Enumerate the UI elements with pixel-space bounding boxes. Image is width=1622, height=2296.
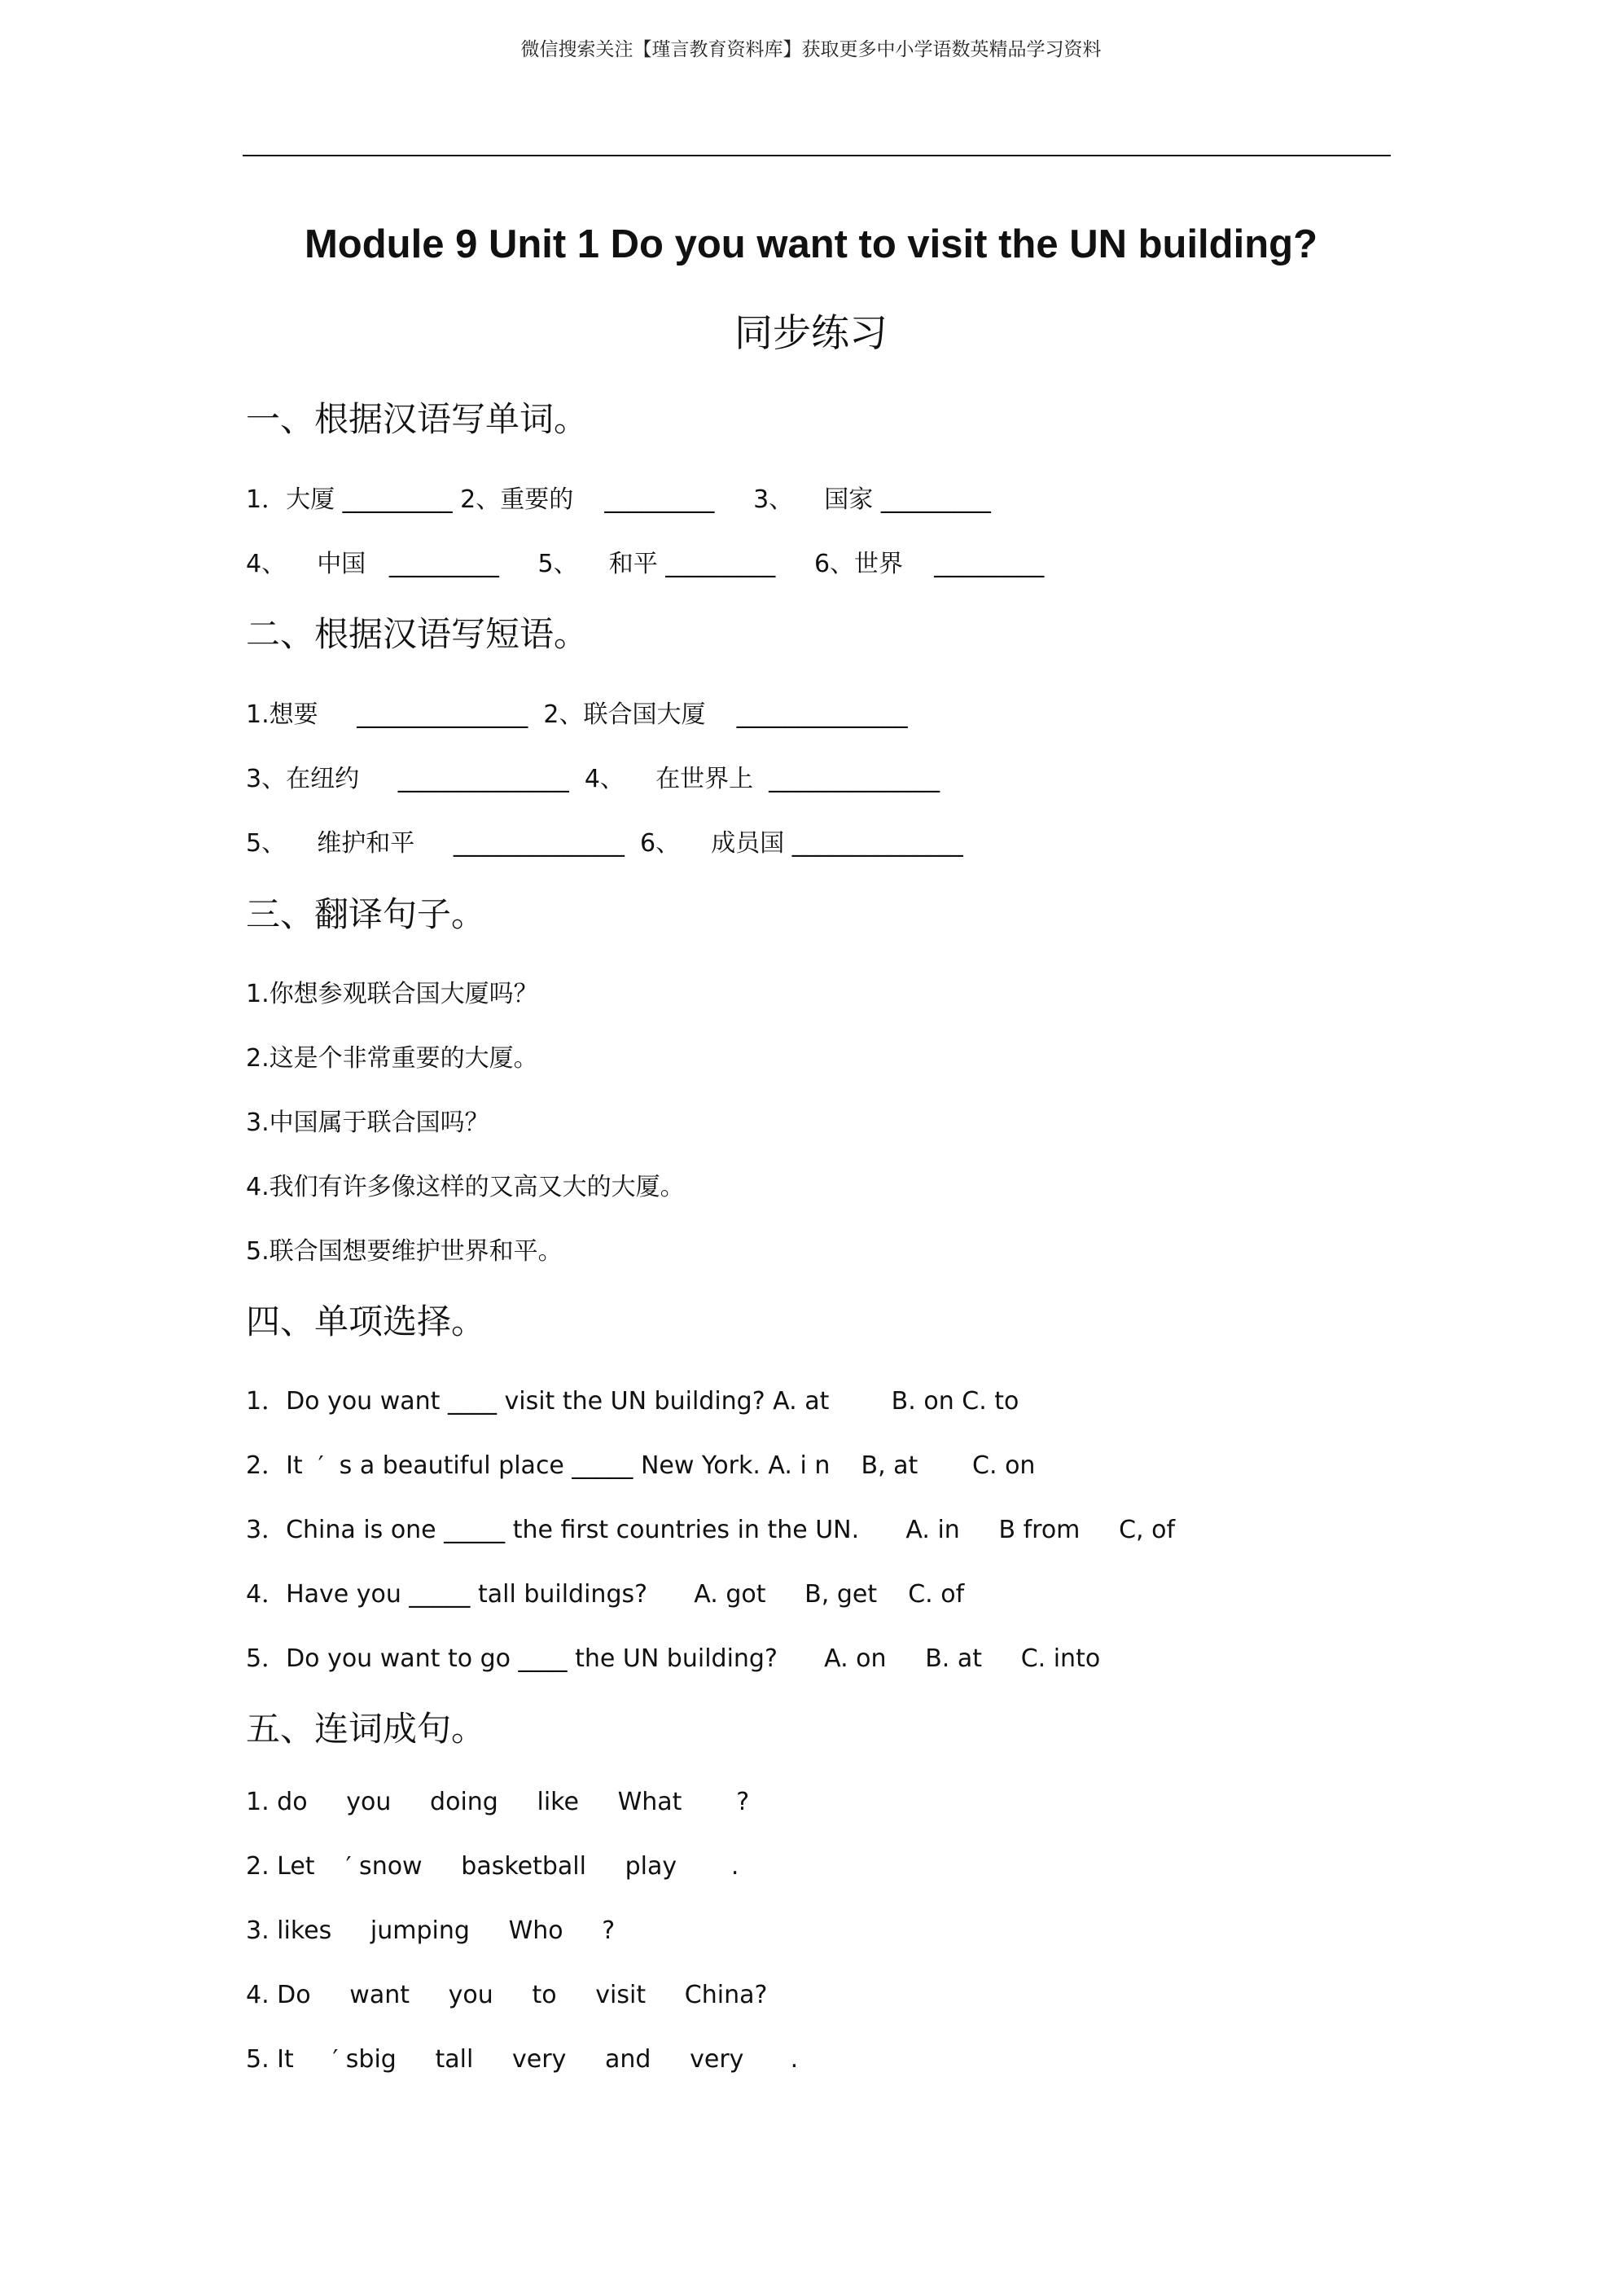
section-2-line-3: 5、 维护和平 ______________ 6、 成员国 ______________ <box>246 829 963 858</box>
page-title: Module 9 Unit 1 Do you want to visit the UN building? <box>304 222 1318 266</box>
section-5-line-2: 2. Let ′ snow basketball play . <box>246 1852 739 1881</box>
section-2-line-1: 1.想要 ______________ 2、联合国大厦 ______________ <box>246 700 908 729</box>
section-4-line-3: 3．China is one _____ the first countries in the UN. A. in B from C, of <box>246 1516 1176 1544</box>
section-5-line-5: 5. It ′ sbig tall very and very . <box>246 2045 799 2074</box>
section-1-line-2: 4、 中国 _________ 5、 和平 _________ 6、世界 _________ <box>246 550 1045 578</box>
section-1-heading: 一、根据汉语写单词。 <box>246 399 589 439</box>
section-3-line-2: 2.这是个非常重要的大厦。 <box>246 1044 538 1073</box>
section-5-line-1: 1. do you doing like What ? <box>246 1788 750 1816</box>
section-2-line-2: 3、在纽约 ______________ 4、 在世界上 ______________ <box>246 765 940 793</box>
section-5-heading: 五、连词成句。 <box>246 1709 486 1749</box>
section-5-line-3: 3. likes jumping Who ? <box>246 1916 616 1945</box>
section-3-line-4: 4.我们有许多像这样的又高又大的大厦。 <box>246 1173 685 1201</box>
section-3-line-5: 5.联合国想要维护世界和平。 <box>246 1237 563 1266</box>
header-divider <box>243 155 1391 156</box>
section-5-line-4: 4. Do want you to visit China? <box>246 1981 768 2009</box>
section-3-line-3: 3.中国属于联合国吗？ <box>246 1108 489 1137</box>
page-subtitle: 同步练习 <box>734 311 888 356</box>
section-4-line-5: 5．Do you want to go ____ the UN building? A. on B. at C. into <box>246 1644 1101 1673</box>
section-4-line-2: 2．It ′ s a beautiful place _____ New York. A. i n B, at C. on <box>246 1451 1036 1480</box>
section-4-line-1: 1．Do you want ____ visit the UN building? A. at B. on C. to <box>246 1387 1019 1416</box>
section-4-line-4: 4．Have you _____ tall buildings? A. got B, get C. of <box>246 1580 965 1609</box>
section-2-heading: 二、根据汉语写短语。 <box>246 614 589 654</box>
section-3-line-1: 1.你想参观联合国大厦吗？ <box>246 980 538 1008</box>
section-3-heading: 三、翻译句子。 <box>246 894 486 934</box>
section-1-line-1: 1．大厦 _________ 2、重要的 _________ 3、 国家 _________ <box>246 485 991 514</box>
section-4-heading: 四、单项选择。 <box>246 1302 486 1341</box>
header-note: 微信搜索关注【瑾言教育资料库】获取更多中小学语数英精品学习资料 <box>520 39 1102 60</box>
